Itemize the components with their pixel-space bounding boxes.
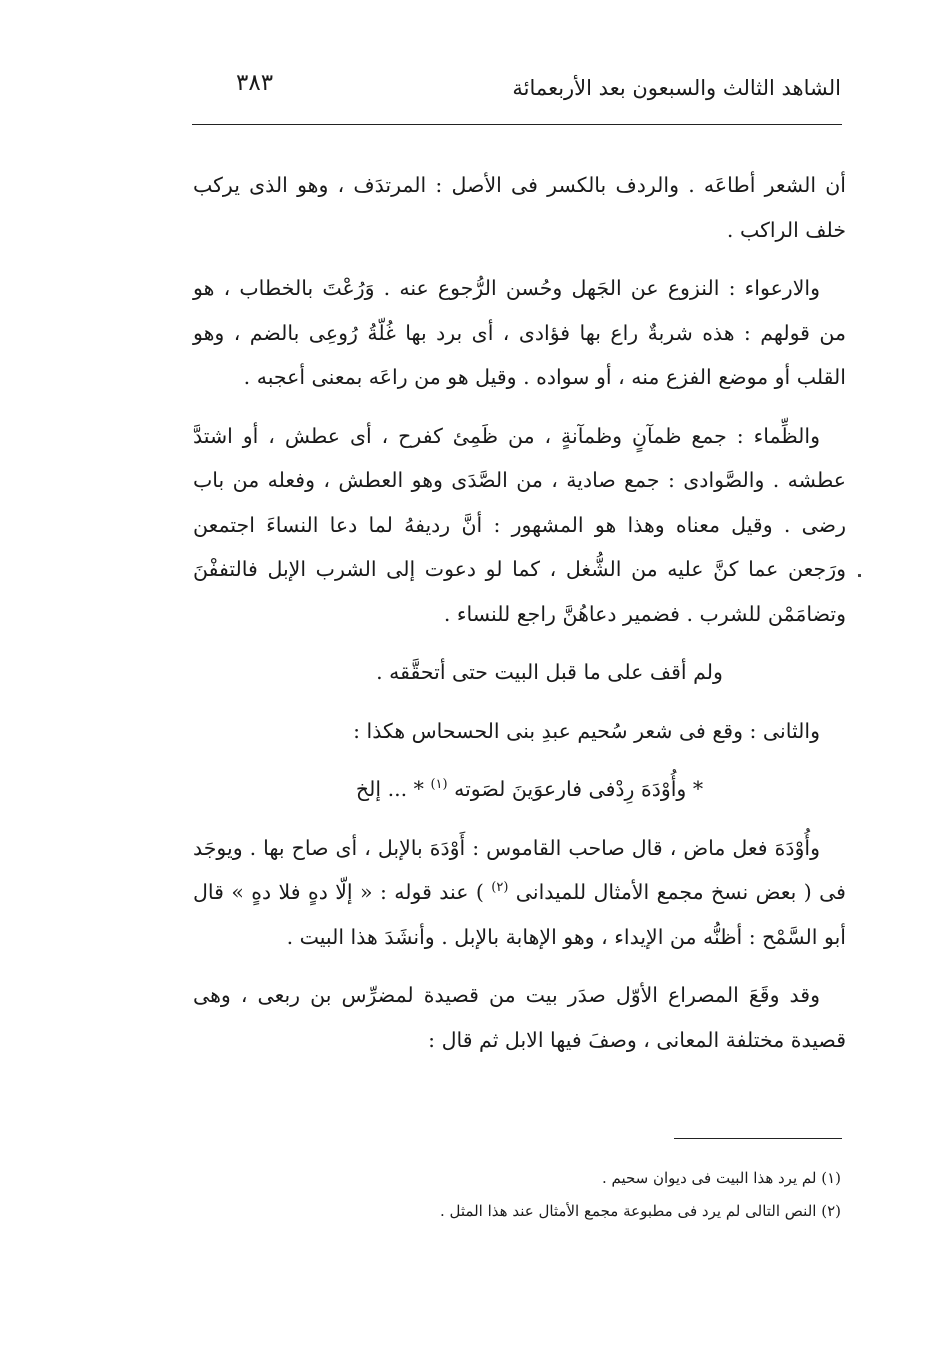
paragraph-awdah [193, 826, 846, 960]
paragraph-awdah-text: وأُوْدَهَ فعل ماض ، قال صاحب القاموس : أَوْدَهَ بالإبل ، أى صاح بها . ويوجَد فى ( بعض نسخ مجمع الأمثال للميدانى [193, 835, 846, 904]
page-number: ٣٨٣ [236, 70, 274, 96]
footnote-1: (١) لم يرد هذا البيت فى ديوان سحيم . [601, 1169, 841, 1187]
paragraph-misra: وقد وقَعَ المصراع الأوّل صدَر بيت من قصيدة لمضرِّس بن ربعى ، وهى قصيدة مختلفة المعانى ، وصفَ فيها الابل ثم قال : [193, 983, 846, 1052]
footnote-rule [674, 1138, 842, 1139]
footnotes [241, 1162, 841, 1228]
verse-open: * وأُوْدَهَ رِدْفى فارعوَينَ لصَوته [454, 777, 704, 801]
paragraph-second: والثانى : وقع فى شعر سُحيم عبدِ بنى الحسحاس هكذا : [353, 718, 820, 743]
header-rule [192, 124, 842, 125]
paragraph-radif: أن الشعر أطاعَه . والردف بالكسر فى الأصل : المرتدَف ، وهو الذى يركب خلف الراكب . [193, 173, 846, 242]
paragraph-zima: والظِّماء : جمع ظمآنٍ وظمآنةٍ ، من ظَمِئ كفرح ، أى عطش ، أو اشتدَّ عطشه . والصَّوادى : جمع صادية ، من الصَّدَى وهو العطش ، وفعله من باب رضى . وقيل معناه وهذا هو المشهور : أنَّ رديفهُ لما دعا النساءَ اجتمعن ورَجعن عما كنَّ عليه من الشُّغل ، كما لو دعوت إلى الشرب الإبل فالتففْنَ وتضامَمْن للشرب . فضمير دعاهُنَّ راجع للنساء . [193, 423, 846, 626]
footnote-ref-2: (٢) [491, 880, 509, 896]
paragraph-awdah-rest: ) عند قوله : « إلّا دهٍ فلا دهٍ » قال أبو السَّمْح : أظنُّه من الإيداء ، وهو الإهابة بالإبل . وأنشَدَ هذا البيت . [193, 880, 846, 949]
running-header-title: الشاهد الثالث والسبعون بعد الأربعمائة [512, 76, 841, 100]
main-text [193, 163, 846, 1076]
paragraph-irtiwa: والارعواء : النزوع عن الجَهل وحُسن الرُّجوع عنه . وَرُعْتَ بالخطاب ، هو من قولهم : هذه شربةٌ راع بها فؤادى ، أى برد بها غُلّةُ رُوعِى بالضم ، وهو القلب أو موضع الفزع منه ، أو سواده . وقيل هو من راعَه بمعنى أعجبه . [193, 276, 846, 389]
footnote-ref-1: (١) [430, 777, 448, 793]
paragraph-note: ولم أقف على ما قبل البيت حتى أتحقَّقه . [376, 660, 723, 684]
margin-mark [858, 574, 861, 577]
footnote-2: (٢) النص التالى لم يرد فى مطبوعة مجمع الأمثال عند هذا المثل . [440, 1202, 841, 1220]
verse-line [193, 767, 846, 812]
verse-close: * ... إلخ [355, 777, 424, 801]
